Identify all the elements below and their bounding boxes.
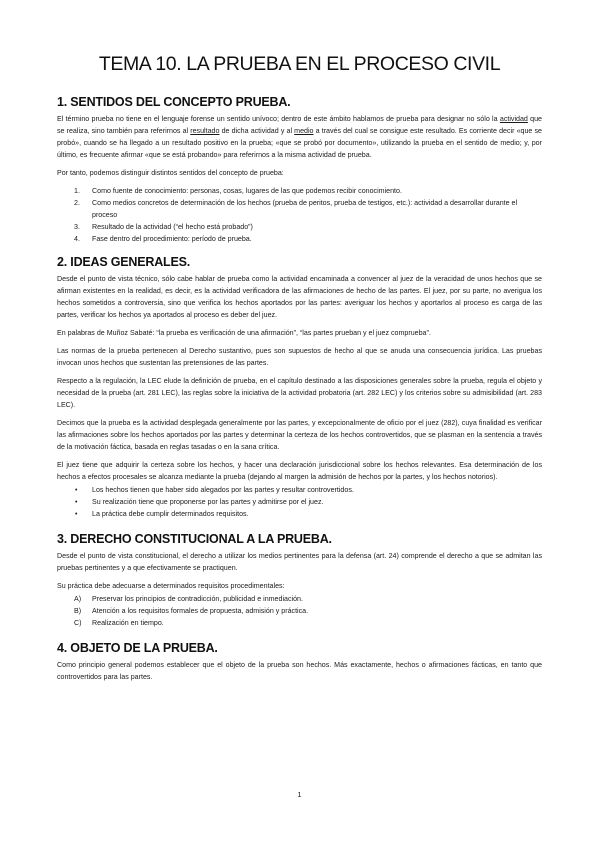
list-marker: 2.: [74, 199, 80, 207]
list-marker: B): [74, 607, 82, 615]
list-item-text: Realización en tiempo.: [92, 619, 164, 627]
list-item: [57, 233, 542, 245]
list-marker: 1.: [74, 187, 80, 195]
section-2-paragraph-2: En palabras de Muñoz Sabaté: “la prueba es verificación de una afirmación”, “las partes prueban y el juez comprueba”.: [57, 329, 431, 337]
section-1-heading: 1. SENTIDOS DEL CONCEPTO PRUEBA.: [57, 95, 291, 109]
underlined-term-actividad: actividad: [499, 115, 528, 123]
list-item: [57, 593, 542, 605]
bullet-item: [57, 496, 542, 508]
underlined-term-resultado: resultado: [190, 127, 220, 135]
section-2-bullet-list: [57, 484, 542, 520]
bullet-item-text: Su realización tiene que proponerse por las partes y admitirse por el juez.: [92, 498, 324, 506]
section-4-paragraph-1: Como principio general podemos establecer que el objeto de la prueba son hechos. Más exactamente, hechos o afirmaciones fácticas, en tanto que controvertidos para las partes.: [57, 661, 542, 681]
section-1-paragraph-2: Por tanto, podemos distinguir distintos sentidos del concepto de prueba:: [57, 169, 284, 177]
list-item: [57, 197, 542, 221]
section-3-paragraph-2: Su práctica debe adecuarse a determinados requisitos procedimentales:: [57, 582, 285, 590]
document-title: TEMA 10. LA PRUEBA EN EL PROCESO CIVIL: [98, 53, 501, 75]
section-3-list: [57, 593, 542, 629]
text-run: de dicha actividad y al: [219, 127, 295, 135]
list-item-text: Fase dentro del procedimiento: período de prueba.: [92, 235, 252, 243]
section-2-paragraph-5: Decimos que la prueba es la actividad desplegada generalmente por las partes, y excepcionalmente de oficio por el juez (282), cuya finalidad es verificar las afirmaciones sobre los hechos aportados por las partes y determinar la certeza de los hechos controvertidos, que se plasman en la sentencia a través de la motivación fáctica, basada en reglas tasadas o en la sana crítica.: [57, 419, 542, 451]
list-item: [57, 617, 542, 629]
underlined-term-medio: medio: [294, 127, 314, 135]
bullet-marker: •: [75, 486, 78, 494]
list-item: [57, 185, 542, 197]
list-item: [57, 221, 542, 233]
bullet-item-text: Los hechos tienen que haber sido alegados por las partes y resultar controvertidos.: [92, 486, 354, 494]
list-marker: C): [74, 619, 82, 627]
section-2-paragraph-1: Desde el punto de vista técnico, sólo cabe hablar de prueba como la actividad encaminada a convencer al juez de la veracidad de unos hechos que se afirman existentes en la realidad, es decir, es la actividad verificadora de las afirmaciones de hecho de las partes. El juez, por su parte, no averigua los hechos sometidos a controversia, sino que verifica los hechos aportados por las partes: averiguar los hechos y aportarlos al proceso es carga de las partes, verificar los hechos ya aportados al proceso es deber del juez.: [57, 275, 542, 319]
bullet-marker: •: [75, 510, 78, 518]
bullet-item: [57, 508, 542, 520]
section-2-paragraph-4: Respecto a la regulación, la LEC elude la definición de prueba, en el capítulo destinado a las disposiciones generales sobre la prueba, regula el objeto y necesidad de la prueba (art. 281 LEC), las reglas sobre la iniciativa de la actividad probatoria (art. 282 LEC) y los criterios sobre su admisibilidad (art. 283 LEC).: [57, 377, 542, 409]
section-3-paragraph-1: Desde el punto de vista constitucional, el derecho a utilizar los medios pertinentes para la defensa (art. 24) comprende el derecho a que se admitan las pruebas pertinentes y a que efectivamente se practiquen.: [57, 552, 542, 572]
list-marker: 3.: [74, 223, 80, 231]
text-run: que se realiza, sino también para referirnos al: [57, 115, 542, 135]
section-2-paragraph-6: El juez tiene que adquirir la certeza sobre los hechos, y hacer una declaración jurisdiccional sobre los hechos relevantes. Esa determinación de los hechos a efectos procesales se alcanza mediante la prueba (dejando al margen la admisión de hechos por la partes, y los hechos notorios).: [57, 461, 542, 481]
list-item-text: Como fuente de conocimiento: personas, cosas, lugares de las que podemos recibir conocimiento.: [92, 187, 402, 195]
document-body: [57, 95, 542, 689]
list-marker: A): [74, 595, 82, 603]
section-2-paragraph-3: Las normas de la prueba pertenecen al Derecho sustantivo, pues son supuestos de hecho al que se anuda una consecuencia jurídica. Las pruebas invocan unos hechos que sustentan las pretensiones de las partes.: [57, 347, 542, 367]
text-run: El término prueba no tiene en el lenguaje forense un sentido unívoco; dentro de este ámbito hablamos de prueba para designar no sólo la: [57, 115, 500, 123]
bullet-item: [57, 484, 542, 496]
section-1-paragraph-1: [57, 113, 542, 161]
list-item-text: Preservar los principios de contradicción, publicidad e inmediación.: [92, 595, 303, 603]
bullet-marker: •: [75, 498, 78, 506]
list-item-text: Como medios concretos de determinación de los hechos (prueba de peritos, prueba de testigos, etc.): actividad a desarrollar durante el proceso: [92, 199, 518, 219]
section-1-list: [57, 185, 542, 245]
text-run: a través del cual se consigue este resultado. Es corriente decir «que se probó», cuando se ha llegado a un resultado positivo en la prueba; «que se probó por documento», utilizando la prueba en el sentido de medio; y, por último, es frecuente afirmar «que se está probando» para referirnos a la misma actividad de prueba.: [57, 127, 542, 159]
list-item: [57, 605, 542, 617]
section-2-heading: 2. IDEAS GENERALES.: [57, 255, 191, 269]
list-item-text: Atención a los requisitos formales de propuesta, admisión y práctica.: [92, 607, 309, 615]
bullet-item-text: La práctica debe cumplir determinados requisitos.: [92, 510, 249, 518]
list-item-text: Resultado de la actividad (“el hecho está probado”): [92, 223, 253, 231]
section-4-heading: 4. OBJETO DE LA PRUEBA.: [57, 641, 218, 655]
section-3-heading: 3. DERECHO CONSTITUCIONAL A LA PRUEBA.: [57, 532, 332, 546]
list-marker: 4.: [74, 235, 80, 243]
page-number: 1: [297, 790, 302, 799]
